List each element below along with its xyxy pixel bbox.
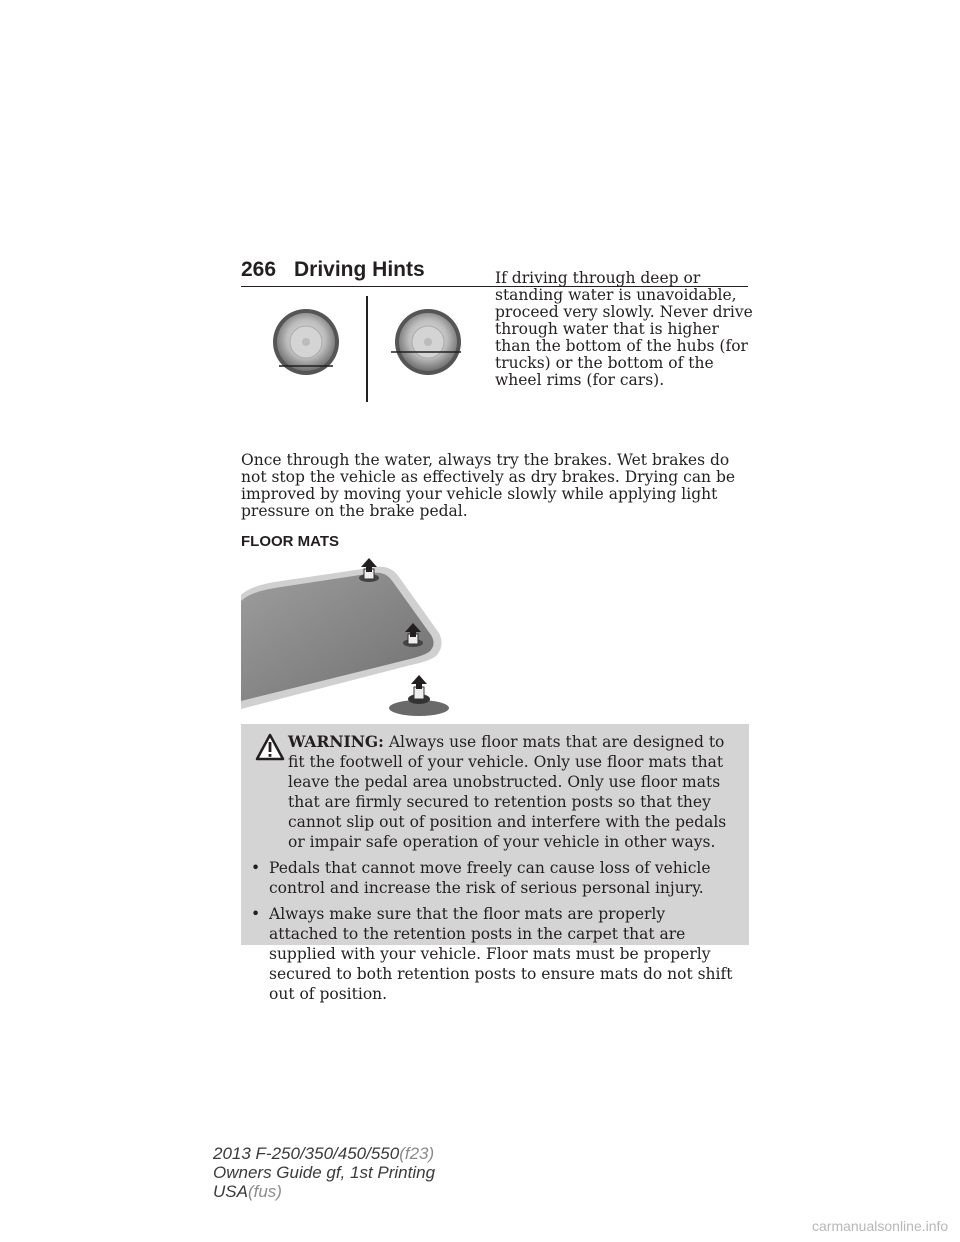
- floor-post-icon: [389, 675, 449, 716]
- list-item: • Pedals that cannot move freely can cause loss of vehicle control and increase the risk of serious personal injury.: [251, 859, 711, 897]
- brakes-paragraph: Once through the water, always try the brakes. Wet brakes do not stop the vehicle as effectively as dry brakes. Drying can be improved by moving your vehicle slowly while applying light pressure on the brake pedal.: [241, 451, 736, 520]
- footer-region-code: (fus): [247, 1182, 282, 1201]
- footer: [213, 1144, 435, 1201]
- page-number: 266: [241, 258, 277, 281]
- warning-paragraph: Always use floor mats that are designed to fit the footwell of your vehicle. Only use floor mats that leave the pedal area unobstructed. Only use floor mats that are firmly secured to retention posts so that they cannot slip out of position and interfere with the pedals or impair safe operation of your vehicle in other ways.: [288, 733, 727, 851]
- warning-bullet-list: [245, 858, 735, 1004]
- warning-label: WARNING:: [288, 732, 384, 751]
- truck-wheel-icon: [273, 309, 339, 375]
- footer-model: 2013 F-250/350/450/550: [213, 1144, 400, 1163]
- floor-mat-illustration: [241, 553, 451, 718]
- water-intro-paragraph: If driving through deep or standing water is unavoidable, proceed very slowly. Never drive through water that is higher than the bottom of the hubs (for trucks) or the bottom of the wheel rims (for cars).: [495, 269, 753, 389]
- floor-mats-heading: FLOOR MATS: [241, 533, 340, 550]
- list-item: • Always make sure that the floor mats are properly attached to the retention posts in the carpet that are supplied with your vehicle. Floor mats must be properly secured to both retention posts to ensure mats do not shift out of position.: [251, 905, 733, 1003]
- footer-model-code: (f23): [399, 1144, 435, 1163]
- watermark: carmanualsonline.info: [812, 1218, 949, 1234]
- wheel-water-level-illustration: [241, 290, 481, 410]
- bullet-icon: •: [251, 905, 261, 923]
- footer-guide: Owners Guide gf, 1st Printing: [213, 1163, 436, 1182]
- footer-region: USA: [213, 1182, 248, 1201]
- bullet-icon: •: [251, 859, 261, 877]
- section-title: Driving Hints: [294, 258, 425, 281]
- car-wheel-icon: [391, 309, 461, 375]
- warning-box: [241, 724, 749, 1003]
